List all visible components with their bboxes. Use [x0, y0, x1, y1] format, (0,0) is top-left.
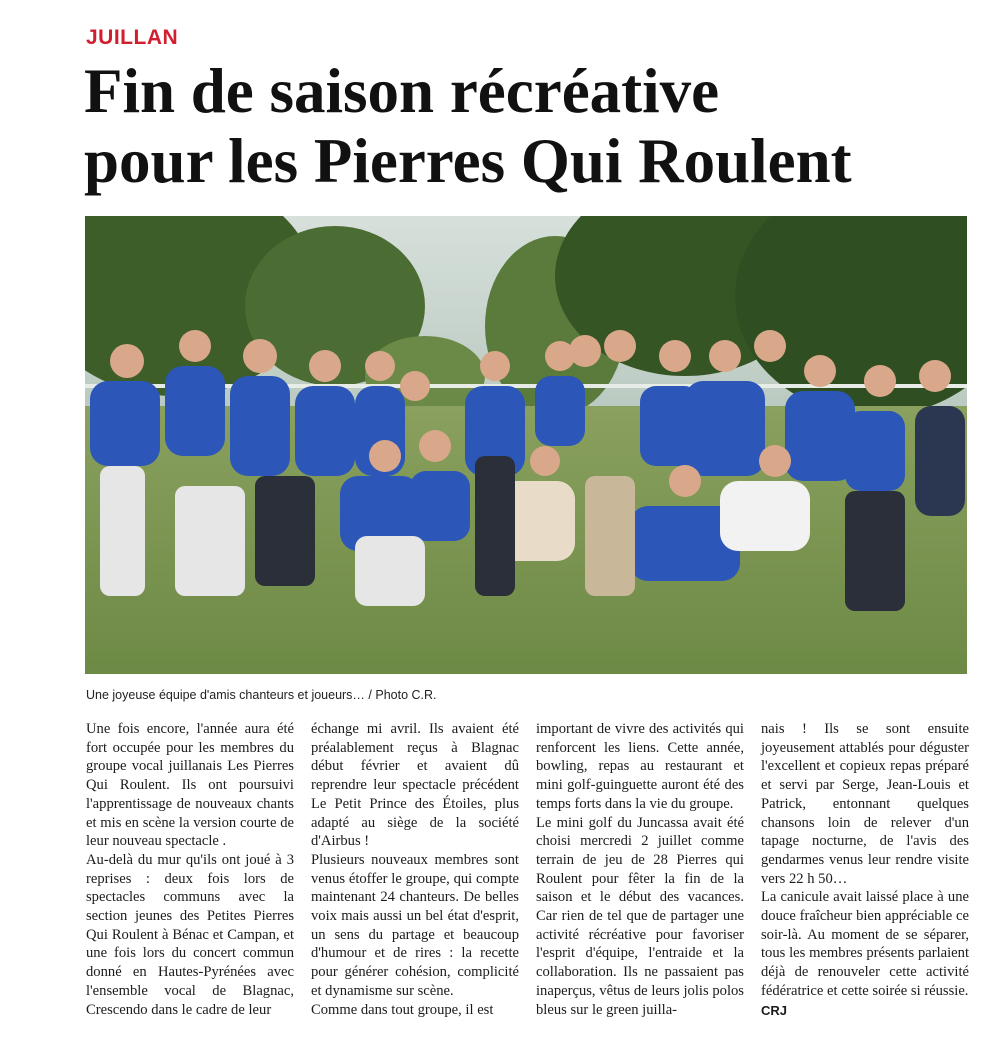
photo-caption: Une joyeuse équipe d'amis chanteurs et joueurs… / Photo C.R.	[86, 688, 437, 702]
headline	[84, 56, 964, 196]
headline-line-1: Fin de saison récréative	[84, 56, 720, 126]
group-photo	[85, 216, 967, 674]
article-column-1	[86, 720, 294, 1019]
article-column-3	[536, 720, 744, 1019]
headline-line-2: pour les Pierres Qui Roulent	[84, 126, 852, 196]
paragraph: Au-delà du mur qu'ils ont joué à 3 reprises : deux fois lors de spectacles communs avec la section jeunes des Petites Pierres Qui Roulent à Bénac et Campan, et une fois lors du concert commun donné en Hautes-Pyrénées avec l'ensemble vocal de Blagnac, Crescendo dans le cadre de leur	[86, 851, 294, 1018]
paragraph: Le mini golf du Juncassa avait été choisi mercredi 2 juillet comme terrain de jeu de 28 Pierres qui Roulent pour fêter la fin de la saison et le début des vacances. Car rien de tel que de partager une activité récréative pour favoriser l'esprit d'équipe, l'entraide et la collaboration. Ils ne passaient pas inaperçus, vêtus de leurs jolis polos bleus sur le green juilla-	[536, 814, 744, 1018]
paragraph: Une fois encore, l'année aura été fort occupée pour les membres du groupe vocal juillanais Les Pierres Qui Roulent. Ils ont poursuivi l'apprentissage de nouveaux chants et mis en scène la version courte de leur nouveau spectacle .	[86, 721, 294, 850]
article-column-2	[311, 720, 519, 1019]
group-photo-icon	[85, 216, 967, 674]
paragraph: important de vivre des activités qui renforcent les liens. Cette année, bowling, repas au restaurant et mini golf-guinguette auront été des temps forts dans la vie du groupe.	[536, 721, 744, 812]
paragraph: Comme dans tout groupe, il est	[311, 1001, 494, 1018]
section-label: JUILLAN	[86, 26, 179, 49]
paragraph: nais ! Ils se sont ensuite joyeusement attablés pour déguster l'excellent et copieux repas préparé et servi par Serge, Jean-Louis et Patrick, entonnant quelques chansons loin de relever d'un tapage nocturne, de l'avis des gendarmes venus leur rendre visite vers 22 h 50…	[761, 721, 969, 887]
paragraph: La canicule avait laissé place à une douce fraîcheur bien appréciable ce soir-là. Au moment de se séparer, tous les membres présents parlaient déjà de renouveler cette activité fédératrice et cette soirée si réussie.	[761, 889, 969, 999]
article-column-4	[761, 720, 969, 1020]
paragraph: échange mi avril. Ils avaient été préalablement reçus à Blagnac début février et avaient dû reprendre leur spectacle précédent Le Petit Prince des Étoiles, plus adapté au siège de la société d'Airbus !	[311, 721, 519, 850]
paragraph: Plusieurs nouveaux membres sont venus étoffer le groupe, qui compte maintenant 24 chanteurs. De belles voix mais aussi un bel état d'esprit, un sens du partage et beaucoup d'humour et de rires : la recette pour générer cohésion, complicité et dynamisme sur scène.	[311, 851, 519, 999]
author-signature: CRJ	[761, 1002, 788, 1018]
